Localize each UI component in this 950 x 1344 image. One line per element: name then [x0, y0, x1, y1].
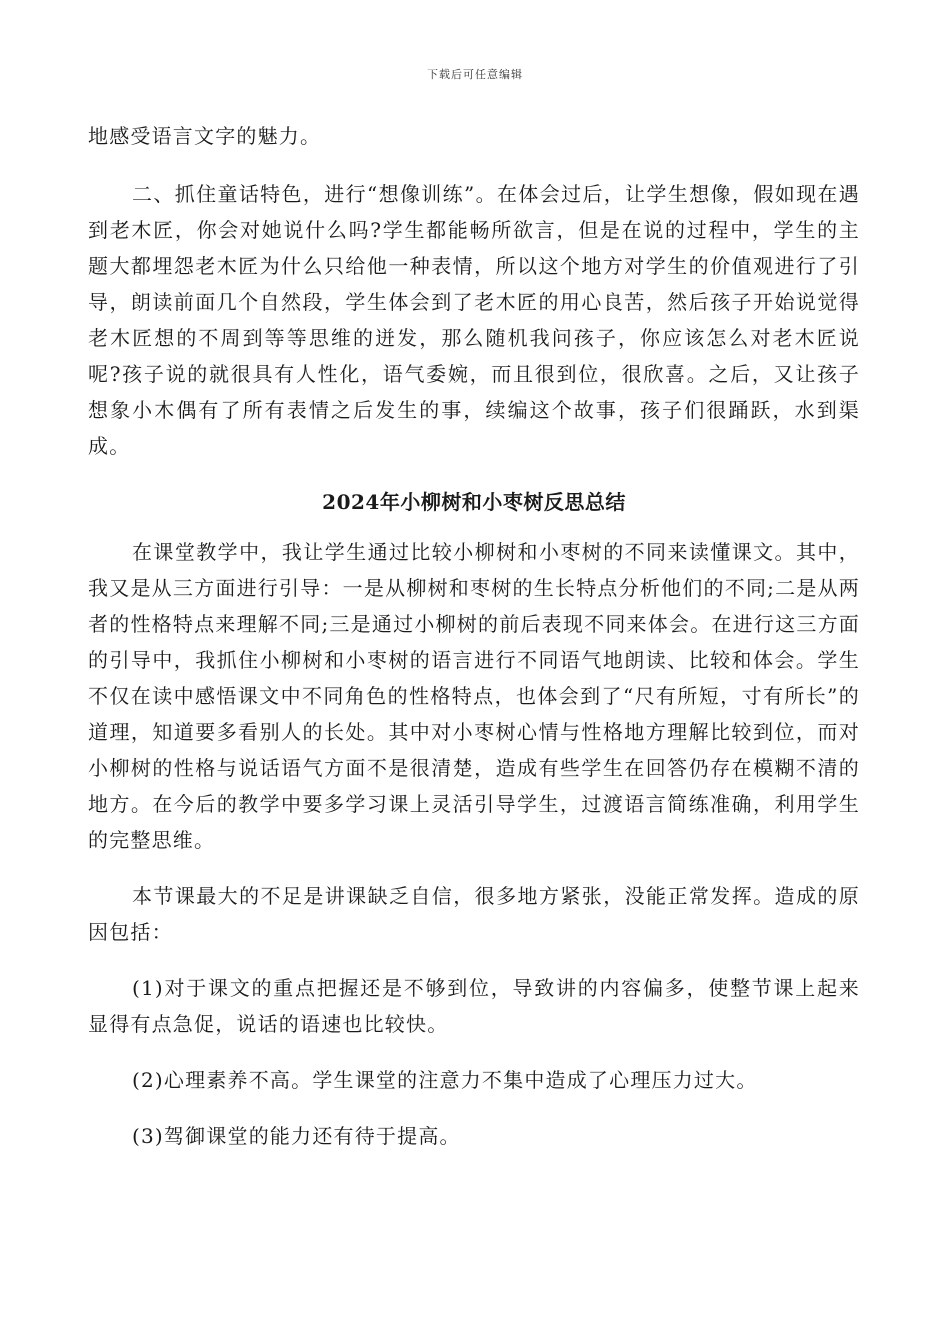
page-header-watermark: 下载后可任意编辑	[427, 68, 523, 81]
list-item-reason-2: (2)心理素养不高。学生课堂的注意力不集中造成了心理压力过大。	[132, 1068, 758, 1092]
document-body	[88, 118, 860, 1154]
paragraph-continuation: 地感受语言文字的魅力。	[88, 124, 322, 148]
list-item-reason-1: (1)对于课文的重点把握还是不够到位，导致讲的内容偏多，使整节课上起来显得有点急促，说话的语速也比较快。	[88, 976, 860, 1036]
paragraph-classroom-teaching: 在课堂教学中，我让学生通过比较小柳树和小枣树的不同来读懂课文。其中，我又是从三方面进行引导：一是从柳树和枣树的生长特点分析他们的不同;二是从两者的性格特点来理解不同;三是通过小柳树的前后表现不同来体会。在进行这三方面的引导中，我抓住小柳树和小枣树的语言进行不同语气地朗读、比较和体会。学生不仅在读中感悟课文中不同角色的性格特点，也体会到了“尺有所短，寸有所长”的道理，知道要多看别人的长处。其中对小枣树心情与性格地方理解比较到位，而对小柳树的性格与说话语气方面不是很清楚，造成有些学生在回答仍存在模糊不清的地方。在今后的教学中要多学习课上灵活引导学生，过渡语言简练准确，利用学生的完整思维。	[88, 540, 860, 852]
paragraph-imagination-training: 二、抓住童话特色，进行“想像训练”。在体会过后，让学生想像，假如现在遇到老木匠，你会对她说什么吗?学生都能畅所欲言，但是在说的过程中，学生的主题大都埋怨老木匠为什么只给他一种表情，所以这个地方对学生的价值观进行了引导，朗读前面几个自然段，学生体会到了老木匠的用心良苦，然后孩子开始说觉得老木匠想的不周到等等思维的迸发，那么随机我问孩子，你应该怎么对老木匠说呢?孩子说的就很具有人性化，语气委婉，而且很到位，很欣喜。之后，又让孩子想象小木偶有了所有表情之后发生的事，续编这个故事，孩子们很踊跃，水到渠成。	[88, 182, 860, 458]
list-item-reason-3: (3)驾御课堂的能力还有待于提高。	[132, 1124, 461, 1148]
paragraph-shortcomings: 本节课最大的不足是讲课缺乏自信，很多地方紧张，没能正常发挥。造成的原因包括：	[88, 884, 860, 944]
section-title: 2024年小柳树和小枣树反思总结	[322, 490, 626, 514]
